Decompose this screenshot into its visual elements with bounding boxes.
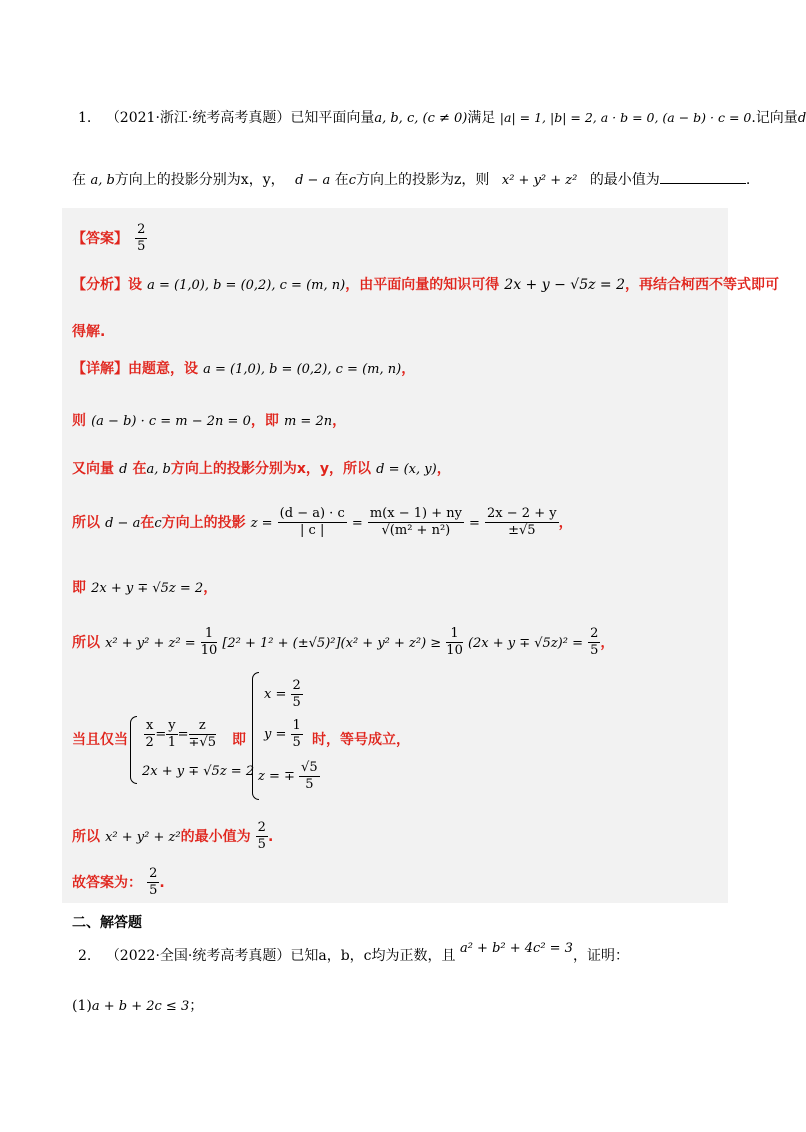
problem-1-line-1: [78, 108, 806, 129]
ji2-label: 即: [232, 732, 246, 748]
cs-f2-num: 1: [446, 626, 463, 643]
then-result: m = 2n: [283, 414, 333, 429]
problem-2-number: 2.: [78, 948, 92, 964]
cs-f3-den: 5: [590, 643, 599, 658]
min-den: 5: [257, 837, 266, 852]
ji-equation: 2x + y ∓ √5z = 2: [91, 581, 204, 596]
cs-fraction-1: [201, 626, 218, 659]
sys1-frac-y: [166, 718, 177, 751]
cs-fraction-3: [588, 626, 600, 659]
vector-list: a, b, c, (c ≠ 0): [374, 111, 468, 126]
eqcond-label: 当且仅当: [72, 732, 128, 748]
sol-x-num: 2: [292, 678, 301, 693]
cs-f1-num: 1: [201, 626, 218, 643]
problem-2-source: （2022·全国·统考高考真题）: [105, 948, 291, 964]
min-expression: x² + y² + z²: [105, 830, 181, 845]
then-label: 则: [72, 413, 86, 429]
final-fraction: [147, 866, 159, 899]
sol-x: [264, 678, 303, 711]
text-in: 在: [72, 172, 86, 188]
vector-ab: a, b: [90, 173, 115, 188]
condition-label: 满足: [467, 110, 496, 126]
answer-numerator: 2: [137, 222, 146, 237]
answer-denominator: 5: [137, 239, 146, 254]
analysis-text-a: ，由平面向量的知识可得: [345, 277, 500, 293]
sol-x-den: 5: [292, 695, 301, 710]
text-in-2: 在: [334, 172, 349, 188]
vector-d: d: [797, 111, 806, 126]
detail-setup: a = (1,0), b = (0,2), c = (m, n): [203, 362, 402, 377]
sol-y-den: 5: [292, 735, 301, 750]
answer-fraction: [135, 222, 147, 255]
vec-eq: d = (x, y): [376, 462, 437, 477]
vec-end: ，: [436, 461, 451, 477]
detail-row-3: [72, 458, 451, 479]
detail-row-1: [72, 358, 415, 379]
proj-f2-num: m(x − 1) + ny: [369, 506, 462, 521]
proj-text: 方向上的投影: [161, 515, 246, 531]
system-1-brace: [130, 716, 137, 784]
problem-number: 1.: [78, 110, 92, 126]
answer-label: 【答案】: [72, 231, 128, 247]
vec-label: 又向量: [72, 461, 114, 477]
detail-row-5: [72, 577, 217, 598]
then-text: ，即: [250, 413, 279, 429]
sol-x-label: x =: [264, 687, 287, 702]
text-min-value: 的最小值为: [589, 172, 660, 188]
detail-row-6: [72, 626, 614, 659]
ji-end: ，: [203, 580, 218, 596]
min-label: 所以: [72, 829, 100, 845]
cs-fraction-2: [446, 626, 463, 659]
vec-text: 方向上的投影分别为x，y，所以: [170, 461, 372, 477]
detail-label: 【详解】由题意，设: [72, 361, 198, 377]
min-text: 的最小值为: [180, 829, 251, 845]
text-projection-z: 方向上的投影为z，则: [356, 172, 490, 188]
text-projection-xy: 方向上的投影分别为x，y，: [114, 172, 285, 188]
sol-y: [264, 718, 303, 751]
proj-label: 所以: [72, 515, 100, 531]
proj-in: 在: [140, 515, 155, 531]
final-answer-row: [72, 866, 165, 899]
final-end: .: [159, 875, 165, 891]
part-1-end: ；: [189, 998, 204, 1014]
sys1-y-num: y: [168, 718, 176, 733]
cs-f2-den: 10: [446, 643, 463, 658]
final-den: 5: [149, 883, 158, 898]
min-num: 2: [257, 820, 266, 835]
line-end: .: [745, 172, 751, 188]
final-num: 2: [149, 866, 158, 881]
problem-2-part-1: [72, 996, 203, 1017]
system-1-line-2: 2x + y ∓ √5z = 2: [142, 764, 255, 779]
vec-d: d: [119, 462, 128, 477]
problem-2-condition: a² + b² + 4c² = 3: [459, 941, 573, 956]
part-1-expression: a + b + 2c ≤ 3: [91, 999, 190, 1014]
problem-2-stem-b: ，证明：: [572, 948, 629, 964]
sys1-z-den: ∓√5: [188, 735, 216, 750]
cs-rhs: (2x + y ∓ √5z)² =: [467, 636, 583, 651]
then-expression: (a − b) · c = m − 2n = 0: [91, 414, 251, 429]
eqcond-end: 时，等号成立，: [312, 732, 410, 748]
problem-stem: 已知平面向量: [290, 110, 375, 126]
cs-middle: [2² + 1² + (±√5)²](x² + y² + z²) ≥: [222, 636, 442, 651]
vec-in: 在: [132, 461, 147, 477]
sol-y-label: y =: [264, 727, 287, 742]
answer-row: [72, 222, 147, 255]
sol-z-frac: [299, 760, 320, 793]
detail-row-4: 所以 d − a在c方向上的投影 z = $\frac{(d - a) \cdot c}{| c |}$ = $\frac{m(x - 1) + ny}{\text{√(m² + n²)}}$ = $\frac{2x - 2 + y}{\pm√5}$ ，: [72, 506, 573, 538]
proj-end: ，: [558, 515, 573, 531]
cs-f1-den: 10: [200, 643, 218, 658]
sol-z-label: z = ∓: [258, 769, 295, 784]
cs-label: 所以: [72, 635, 100, 651]
sys1-x-num: x: [146, 718, 154, 733]
proj-f1-num: (d − a) · c: [279, 506, 345, 521]
vector-c: c: [348, 173, 357, 188]
analysis-setup: a = (1,0), b = (0,2), c = (m, n): [147, 278, 346, 293]
min-fraction: [256, 820, 268, 853]
problem-2-line-1: [78, 941, 629, 967]
proj-f3-num: 2x − 2 + y: [487, 506, 557, 521]
sol-z-den: 5: [305, 777, 314, 792]
proj-f3-den: ±√5: [508, 523, 536, 538]
vector-d-minus-a: d − a: [295, 173, 331, 188]
sys1-frac-z: [189, 718, 216, 751]
answer-blank: [660, 171, 746, 184]
proj-fraction-3: [485, 506, 559, 539]
sol-y-frac: [291, 718, 303, 751]
sys1-z-num: z: [189, 718, 216, 735]
proj-fraction-1: [278, 506, 347, 539]
proj-d-minus-a: d − a: [105, 516, 141, 531]
answer-box: [62, 208, 728, 903]
analysis-row: [72, 274, 779, 295]
detail-row-2: [72, 410, 346, 431]
cs-f3-num: 2: [590, 626, 599, 641]
sys1-y-den: 1: [167, 735, 177, 750]
ji-label: 即: [72, 580, 86, 596]
section-title: 二、解答题: [72, 915, 142, 931]
problem-1-line-2: [72, 170, 750, 191]
detail-min-row: [72, 820, 273, 853]
problem-stem-b: .记向量: [751, 110, 798, 126]
cs-lhs: x² + y² + z² =: [105, 636, 196, 651]
cs-end: ，: [600, 635, 615, 651]
analysis-label: 【分析】设: [72, 277, 142, 293]
analysis-text-c: 得解.: [72, 324, 106, 340]
proj-c: c: [154, 516, 162, 531]
system-1-line-1: $\frac{x}{2}$ = $\frac{y}{1}$ = $\frac{z}{\mp√5}$: [145, 718, 216, 750]
detail-comma: ，: [401, 361, 416, 377]
target-expression: x² + y² + z²: [501, 173, 578, 188]
then-end: ，: [332, 413, 347, 429]
problem-source: （2021·浙江·统考高考真题）: [105, 110, 291, 126]
proj-f2-den: √(m² + n²): [381, 523, 451, 538]
analysis-equation: 2x + y − √5z = 2: [504, 277, 626, 293]
system-1: [130, 716, 255, 784]
sol-x-frac: [291, 678, 303, 711]
final-label: 故答案为：: [72, 875, 142, 891]
min-end: .: [267, 829, 274, 845]
analysis-text-b: ，再结合柯西不等式即可: [625, 277, 780, 293]
problem-2-stem: 已知a，b，c均为正数，且: [290, 948, 456, 964]
sys1-frac-x: [144, 718, 155, 751]
sys1-x-den: 2: [145, 735, 154, 750]
sol-z-num: √5: [301, 760, 318, 775]
proj-f1-den: | c |: [300, 523, 325, 538]
proj-fraction-2: [368, 506, 464, 539]
sol-z: [258, 760, 320, 793]
vec-ab: a, b: [146, 462, 171, 477]
part-1-label: (1): [72, 998, 92, 1014]
condition-formula: |a| = 1, |b| = 2, a · b = 0, (a − b) · c = 0: [499, 110, 752, 125]
sol-y-num: 1: [292, 718, 301, 733]
proj-z: z =: [250, 516, 273, 531]
